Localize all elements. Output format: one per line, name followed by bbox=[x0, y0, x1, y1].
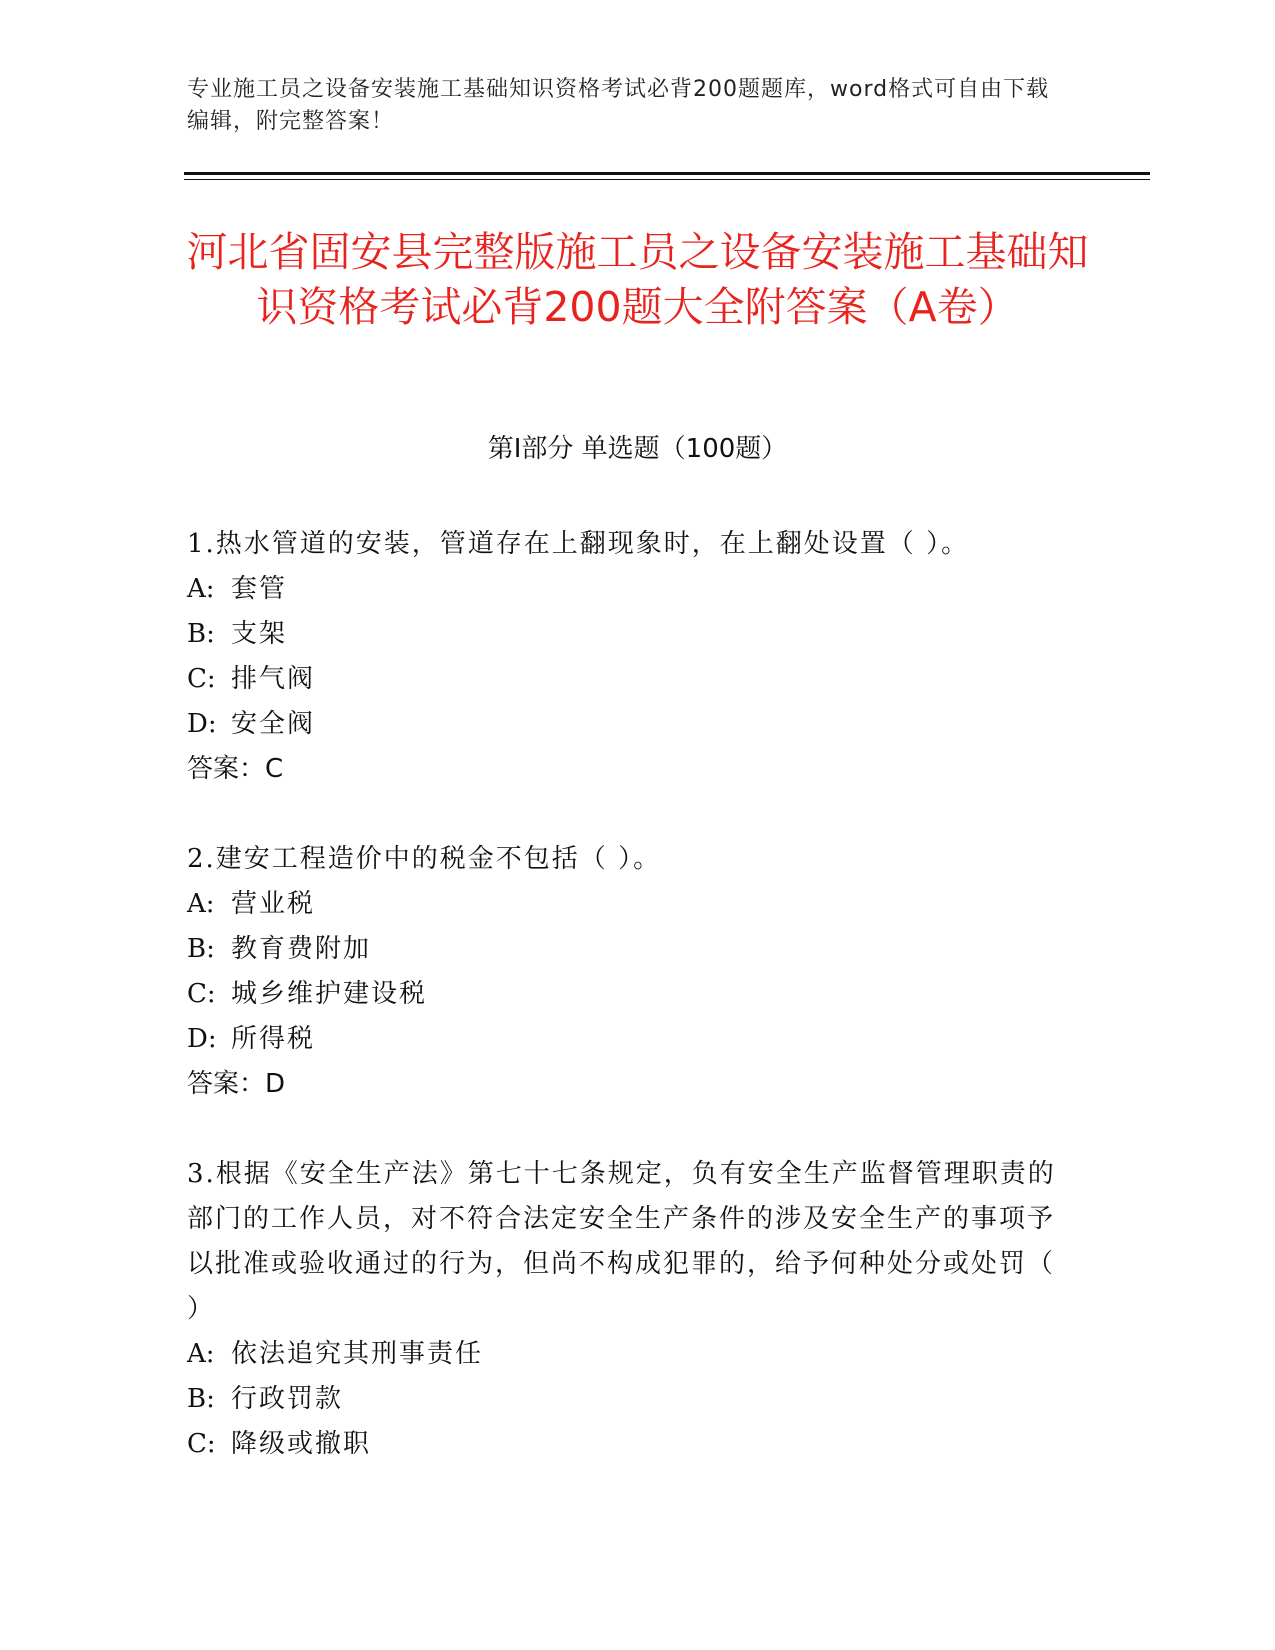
option-text: 排气阀 bbox=[231, 664, 316, 694]
document-title: 河北省固安县完整版施工员之设备安装施工基础知识资格考试必背200题大全附答案（A卷） bbox=[186, 228, 1089, 331]
option-a bbox=[187, 567, 1067, 612]
answer: 答案：C bbox=[187, 754, 284, 784]
question-gap bbox=[187, 1107, 1067, 1152]
header-rule-thick bbox=[184, 172, 1150, 175]
option-key: B: bbox=[187, 619, 215, 649]
option-key: D: bbox=[187, 709, 217, 739]
option-key: C: bbox=[187, 1429, 216, 1459]
option-key: C: bbox=[187, 979, 216, 1009]
header-note: 专业施工员之设备安装施工基础知识资格考试必背200题题库，word格式可自由下载编辑，附完整答案！ bbox=[187, 77, 1050, 134]
header-rule-thin bbox=[184, 179, 1150, 180]
option-d bbox=[187, 1017, 1067, 1062]
option-text: 教育费附加 bbox=[231, 934, 372, 964]
question-stem: 3.根据《安全生产法》第七十七条规定，负有安全生产监督管理职责的部门的工作人员，对不符合法定安全生产条件的涉及安全生产的事项予以批准或验收通过的行为，但尚不构成犯罪的，给予何种处分或处罚（ ） bbox=[187, 1159, 1056, 1324]
option-key: C: bbox=[187, 664, 216, 694]
answer: 答案：D bbox=[187, 1069, 286, 1099]
option-key: D: bbox=[187, 1024, 217, 1054]
question-stem: 1.热水管道的安装，管道存在上翻现象时，在上翻处设置（ ）。 bbox=[187, 529, 970, 559]
option-a bbox=[187, 1332, 1067, 1377]
option-text: 所得税 bbox=[231, 1024, 316, 1054]
option-text: 安全阀 bbox=[231, 709, 316, 739]
section-title: 第Ⅰ部分 单选题（100题） bbox=[487, 434, 788, 464]
question-list bbox=[187, 522, 1067, 1467]
question-3 bbox=[187, 1152, 1067, 1467]
option-key: A: bbox=[187, 1339, 215, 1369]
option-key: A: bbox=[187, 889, 215, 919]
option-text: 行政罚款 bbox=[231, 1384, 344, 1414]
option-b bbox=[187, 927, 1067, 972]
option-key: B: bbox=[187, 1384, 215, 1414]
option-b bbox=[187, 612, 1067, 657]
option-c bbox=[187, 657, 1067, 702]
option-key: A: bbox=[187, 574, 215, 604]
option-a bbox=[187, 882, 1067, 927]
option-text: 降级或撤职 bbox=[231, 1429, 372, 1459]
option-text: 套管 bbox=[231, 574, 288, 604]
option-d bbox=[187, 702, 1067, 747]
option-text: 营业税 bbox=[231, 889, 316, 919]
question-gap bbox=[187, 792, 1067, 837]
question-stem: 2.建安工程造价中的税金不包括（ ）。 bbox=[187, 844, 662, 874]
option-text: 城乡维护建设税 bbox=[231, 979, 428, 1009]
option-text: 支架 bbox=[231, 619, 288, 649]
question-2 bbox=[187, 837, 1067, 1107]
option-text: 依法追究其刑事责任 bbox=[231, 1339, 484, 1369]
option-c bbox=[187, 972, 1067, 1017]
option-c bbox=[187, 1422, 1067, 1467]
option-b bbox=[187, 1377, 1067, 1422]
question-1 bbox=[187, 522, 1067, 792]
option-key: B: bbox=[187, 934, 215, 964]
